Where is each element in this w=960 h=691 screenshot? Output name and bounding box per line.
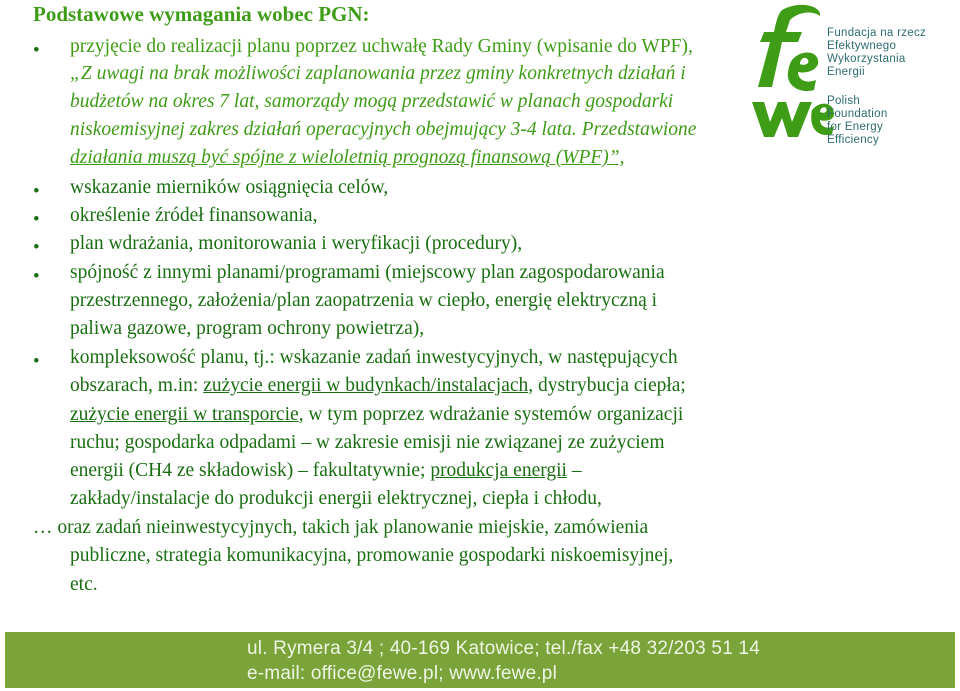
logo-text-line: Polish	[827, 95, 861, 107]
list-item-text: energii (CH4 ze składowisk) – fakultatywnie; produkcja energii –	[70, 460, 582, 481]
logo-text-line: Efektywnego	[827, 40, 897, 52]
list-item-text: przyjęcie do realizacji planu poprzez uchwałę Rady Gminy (wpisanie do WPF),	[70, 36, 693, 57]
logo-text-line: Foundation	[827, 108, 888, 120]
continuation-text: publiczne, strategia komunikacyjna, promowanie gospodarki niskoemisyjnej,	[70, 545, 674, 566]
slide-title: Podstawowe wymagania wobec PGN:	[33, 2, 370, 26]
bullet-icon: •	[33, 181, 40, 202]
list-item-text: plan wdrażania, monitorowania i weryfikacji (procedury),	[70, 233, 523, 254]
bullet-icon: •	[33, 40, 40, 61]
quote-line: budżetów na okres 7 lat, samorządy mogą przedstawić w planach gospodarki	[70, 91, 674, 112]
list-item-text: obszarach, m.in: zużycie energii w budynkach/instalacjach, dystrybucja ciepła;	[70, 375, 686, 396]
list-item-text: zakłady/instalacje do produkcji energii elektrycznej, ciepła i chłodu,	[70, 488, 602, 509]
logo-text-line: Wykorzystania	[827, 53, 906, 65]
bullet-icon: •	[33, 237, 40, 258]
list-item-text: spójność z innymi planami/programami (miejscowy plan zagospodarowania	[70, 262, 665, 283]
logo-text-line: Energii	[827, 66, 865, 78]
bullet-icon: •	[33, 209, 40, 230]
continuation-text: … oraz zadań nieinwestycyjnych, takich jak planowanie miejskie, zamówienia	[33, 517, 649, 538]
list-item-text: zużycie energii w transporcie, w tym poprzez wdrażanie systemów organizacji	[70, 404, 684, 425]
logo-text-line: Fundacja na rzecz	[827, 27, 927, 39]
fewe-logo-mark	[742, 2, 837, 142]
list-item-text: określenie źródeł finansowania,	[70, 205, 318, 226]
logo-text-line: for Energy	[827, 121, 884, 133]
list-item-text: przestrzennego, założenia/plan zaopatrzenia w ciepło, energię elektryczną i	[70, 290, 658, 311]
list-item-text: paliwa gazowe, program ochrony powietrza),	[70, 318, 425, 339]
continuation-text: etc.	[70, 574, 98, 595]
list-item-text: ruchu; gospodarka odpadami – w zakresie emisji nie związanej ze zużyciem	[70, 432, 665, 453]
quote-line: niskoemisyjnej zakres działań operacyjnych obejmujący 3-4 lata. Przedstawione	[70, 119, 697, 140]
list-item-text: wskazanie mierników osiągnięcia celów,	[70, 177, 389, 198]
list-item-text: kompleksowość planu, tj.: wskazanie zadań inwestycyjnych, w następujących	[70, 347, 678, 368]
quote-line: „Z uwagi na brak możliwości zaplanowania przez gminy konkretnych działań i	[70, 63, 686, 84]
footer-address: ul. Rymera 3/4 ; 40-169 Katowice; tel./fax +48 32/203 51 14	[247, 638, 760, 659]
footer-contact: e-mail: office@fewe.pl; www.fewe.pl	[247, 663, 557, 684]
logo-text-line: Efficiency	[827, 134, 880, 146]
bullet-icon: •	[33, 266, 40, 287]
bullet-icon: •	[33, 351, 40, 372]
quote-line: działania muszą być spójne z wieloletnią prognozą finansową (WPF)”,	[70, 147, 625, 168]
